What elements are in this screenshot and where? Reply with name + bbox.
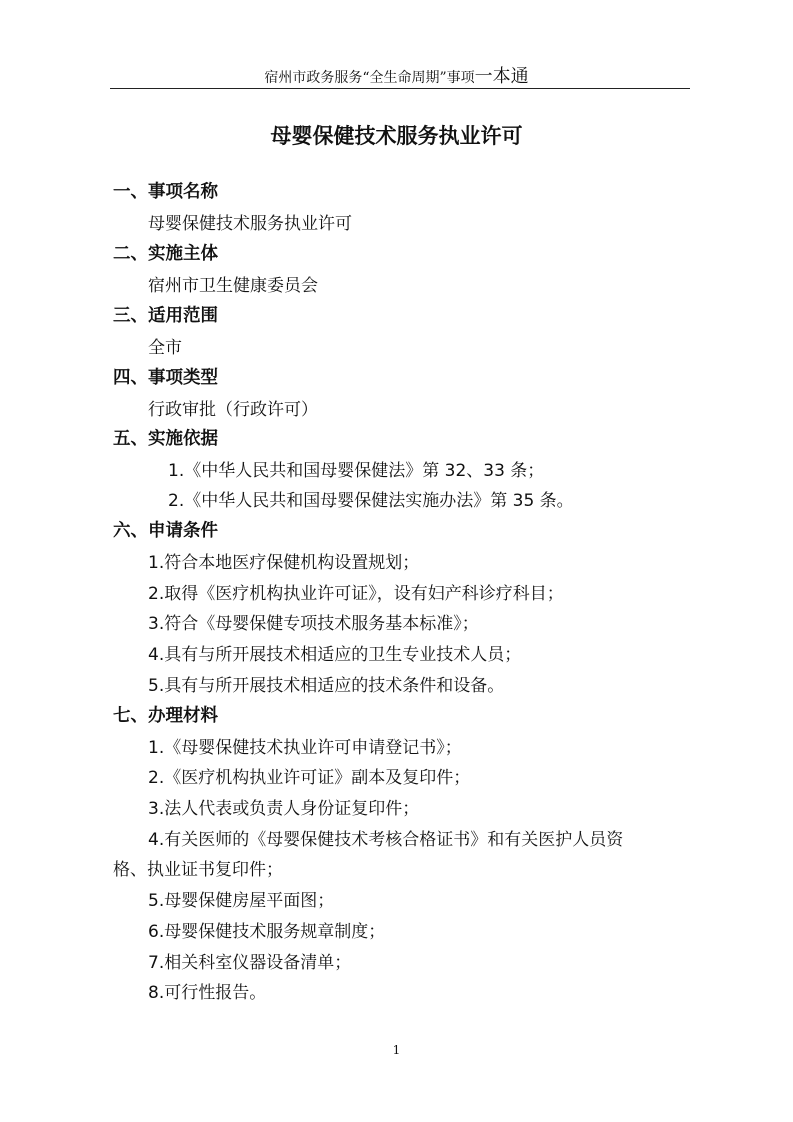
running-header-text: 宿州市政务服务“全生命周期”事项 bbox=[264, 70, 475, 86]
list-item: 3.法人代表或负责人身份证复印件； bbox=[148, 799, 420, 819]
section-text: 全市 bbox=[148, 338, 182, 358]
list-item: 4.有关医师的《母婴保健技术考核合格证书》和有关医护人员资 bbox=[148, 830, 624, 850]
header-rule bbox=[110, 88, 690, 89]
section-heading-conditions: 六、申请条件 bbox=[113, 521, 218, 541]
section-text: 宿州市卫生健康委员会 bbox=[148, 276, 318, 296]
list-item: 3.符合《母婴保健专项技术服务基本标准》； bbox=[148, 614, 479, 634]
list-item: 2.《中华人民共和国母婴保健法实施办法》第 35 条。 bbox=[168, 491, 574, 511]
section-heading-implementer: 二、实施主体 bbox=[113, 244, 218, 264]
section-text: 母婴保健技术服务执业许可 bbox=[148, 214, 352, 234]
section-heading-scope: 三、适用范围 bbox=[113, 306, 218, 326]
list-item: 2.《医疗机构执业许可证》副本及复印件； bbox=[148, 768, 471, 788]
list-item: 4.具有与所开展技术相适应的卫生专业技术人员； bbox=[148, 645, 522, 665]
list-item: 1.《母婴保健技术执业许可申请登记书》； bbox=[148, 738, 462, 758]
list-item: 7.相关科室仪器设备清单； bbox=[148, 953, 352, 973]
section-heading-materials: 七、办理材料 bbox=[113, 706, 218, 726]
list-item: 8.可行性报告。 bbox=[148, 983, 267, 1003]
running-header-suffix: 一本通 bbox=[474, 66, 529, 87]
section-heading-type: 四、事项类型 bbox=[113, 368, 218, 388]
list-item: 6.母婴保健技术服务规章制度； bbox=[148, 922, 386, 942]
list-item-continuation: 格、执业证书复印件； bbox=[113, 860, 283, 880]
section-heading-item-name: 一、事项名称 bbox=[113, 182, 218, 202]
list-item: 5.具有与所开展技术相适应的技术条件和设备。 bbox=[148, 676, 505, 696]
list-item: 2.取得《医疗机构执业许可证》，设有妇产科诊疗科目； bbox=[148, 584, 564, 604]
section-heading-basis: 五、实施依据 bbox=[113, 429, 218, 449]
list-item: 1.符合本地医疗保健机构设置规划； bbox=[148, 553, 420, 573]
section-text: 行政审批（行政许可） bbox=[148, 400, 318, 420]
list-item: 1.《中华人民共和国母婴保健法》第 32、33 条； bbox=[168, 461, 545, 481]
running-header bbox=[0, 62, 793, 88]
page-number: 1 bbox=[392, 1043, 401, 1057]
list-item: 5.母婴保健房屋平面图； bbox=[148, 891, 335, 911]
page-title: 母婴保健技术服务执业许可 bbox=[270, 124, 523, 148]
